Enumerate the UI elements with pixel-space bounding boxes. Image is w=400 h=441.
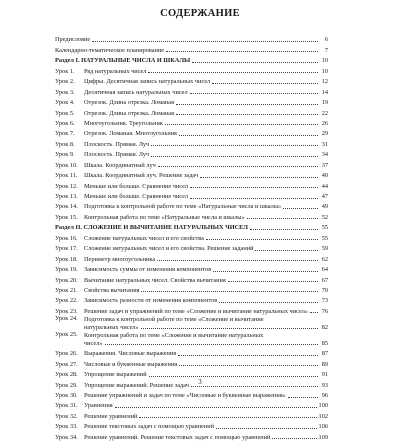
- page-ref: 47: [321, 193, 328, 200]
- leader-dots: [149, 371, 318, 377]
- lesson-number: Урок 2.: [55, 78, 75, 86]
- lesson-number: Урок 14.: [55, 203, 78, 211]
- entry-title: Решение текстовых задач с помощью уравнений: [84, 423, 214, 431]
- leader-dots: [92, 36, 318, 42]
- toc-entry: [55, 96, 328, 106]
- page-ref: 55: [321, 224, 328, 232]
- entry-title: Шкала. Координатный луч. Решение задач: [84, 172, 199, 180]
- toc-entry: [55, 357, 328, 367]
- leader-dots: [283, 203, 318, 209]
- toc-entry: [55, 294, 328, 304]
- lesson-number: Урок 23.: [55, 307, 78, 315]
- entry-title: Числовые и буквенные выражения: [84, 360, 178, 368]
- page-ref: 82: [321, 323, 328, 331]
- toc-entry: [55, 273, 328, 283]
- toc-entry: [55, 331, 328, 347]
- page-ref: 91: [321, 371, 328, 379]
- lesson-number: Урок 27.: [55, 360, 78, 368]
- page-ref: 7: [324, 46, 328, 54]
- page-ref: 109: [318, 433, 328, 441]
- entry-title: Раздел II. СЛОЖЕНИЕ И ВЫЧИТАНИЕ НАТУРАЛЬНЫХ ЧИСЕЛ: [55, 224, 248, 232]
- page-ref: 10: [321, 57, 328, 65]
- lesson-number: Урок 32.: [55, 412, 78, 420]
- entry-title-line2: чисел»: [84, 339, 103, 347]
- entry-title: Меньше или больше. Сравнение чисел: [84, 182, 189, 190]
- leader-dots: [272, 433, 316, 439]
- entry-title: Ряд натуральных чисел: [84, 67, 147, 75]
- toc-entry: [55, 263, 328, 273]
- page-ref: 55: [321, 234, 328, 242]
- leader-dots: [250, 224, 318, 230]
- page-ref: 76: [321, 307, 328, 315]
- lesson-number: Урок 6.: [55, 119, 75, 127]
- page-ref: 12: [321, 78, 328, 86]
- entry-title: Периметр многоугольника: [84, 255, 156, 263]
- page-ref: 89: [321, 360, 328, 368]
- entry-title: Решение уравнений. Решение текстовых задач с помощью уравнений: [84, 433, 271, 441]
- toc-entry: [55, 179, 328, 189]
- entry-title: Зависимость суммы от изменения компонентов: [84, 266, 212, 274]
- entry-title: Плоскость. Прямая. Луч: [84, 140, 150, 148]
- lesson-number: Урок 29.: [55, 381, 78, 389]
- lesson-number: Урок 10.: [55, 161, 78, 169]
- page-ref: 100: [318, 402, 328, 410]
- toc-entry: [55, 315, 328, 331]
- toc-entry: [55, 284, 328, 294]
- page-ref: 64: [321, 266, 328, 274]
- entry-title: Контрольная работа по теме «Натуральные числа и шкалы»: [84, 213, 245, 221]
- entry-title-line1: Подготовка к контрольной работе по теме «Сложение и вычитание: [84, 316, 264, 324]
- lesson-number: Урок 5.: [55, 109, 75, 117]
- leader-dots: [139, 412, 316, 418]
- entry-title-line2-row: [84, 339, 328, 347]
- toc-entry: [55, 75, 328, 85]
- lesson-number: Урок 18.: [55, 255, 78, 263]
- leader-dots: [288, 392, 318, 398]
- entry-title: Свойства вычитания: [84, 286, 140, 294]
- page-ref: 52: [321, 213, 328, 221]
- page-ref: 6: [324, 36, 328, 44]
- leader-dots: [255, 245, 318, 251]
- leader-dots: [176, 109, 318, 115]
- leader-dots: [166, 46, 318, 52]
- page-ref: 19: [321, 99, 328, 107]
- leader-dots: [141, 323, 318, 329]
- entry-title-line2-row: [84, 323, 328, 331]
- entry-title: Отрезок. Длина отрезка. Ломаная: [84, 99, 174, 107]
- toc-entry: [55, 252, 328, 262]
- page-ref: 44: [321, 182, 328, 190]
- lesson-number: Урок 8.: [55, 140, 75, 148]
- leader-dots: [200, 172, 318, 178]
- lesson-number: Урок 24.: [55, 314, 78, 322]
- page-ref: 26: [321, 119, 328, 127]
- page-ref: 37: [321, 161, 328, 169]
- leader-dots: [179, 360, 318, 366]
- entry-title: Решение упражнений и задач по теме «Числовые и буквенные выражения»: [84, 392, 286, 399]
- lesson-number: Урок 34.: [55, 433, 78, 441]
- lesson-number: Урок 1.: [55, 67, 75, 75]
- leader-dots: [247, 213, 318, 219]
- lesson-number: Урок 33.: [55, 423, 78, 431]
- toc-entry: [55, 33, 328, 43]
- entry-title-line2: натуральных чисел»: [84, 323, 139, 331]
- page-ref: 22: [321, 109, 328, 117]
- entry-title: Многоугольник. Треугольник: [84, 119, 163, 127]
- page-ref: 93: [321, 381, 328, 389]
- leader-dots: [192, 57, 318, 63]
- entry-title: Решение уравнений: [84, 412, 138, 420]
- lesson-number: Урок 25.: [55, 330, 78, 338]
- leader-dots: [151, 151, 318, 157]
- entry-title: Сложение натуральных чисел и его свойства. Решение заданий: [84, 245, 254, 253]
- entry-title: Меньше или больше. Сравнение чисел: [84, 193, 189, 200]
- entry-title: Уравнения: [84, 402, 113, 410]
- entry-title: Предисловие: [55, 36, 91, 44]
- toc-entry: [55, 409, 328, 419]
- entry-title: Сложение натуральных чисел и его свойства: [84, 234, 204, 242]
- leader-dots: [148, 67, 318, 73]
- toc-entry: [55, 106, 328, 116]
- leader-dots: [213, 266, 318, 272]
- leader-dots: [219, 297, 318, 303]
- page-ref: 96: [321, 392, 328, 399]
- page-ref: 106: [318, 423, 328, 431]
- lesson-number: Урок 7.: [55, 130, 75, 138]
- leader-dots: [179, 130, 318, 136]
- lesson-number: Урок 19.: [55, 266, 78, 274]
- toc-entry: [55, 127, 328, 137]
- entry-title: Десятичная запись натуральных чисел: [84, 88, 188, 96]
- entry-title: Зависимость разности от изменения компонентов: [84, 297, 218, 305]
- leader-dots: [228, 276, 318, 282]
- toc-entry: [55, 420, 328, 430]
- page-ref: 102: [318, 412, 328, 420]
- leader-dots: [190, 88, 318, 94]
- lesson-number: Урок 26.: [55, 350, 78, 358]
- toc-entry: [55, 85, 328, 95]
- leader-dots: [178, 350, 318, 356]
- lesson-number: Урок 22.: [55, 297, 78, 305]
- entry-title: Цифры. Десятичная запись натуральных чисел: [84, 78, 211, 86]
- page-ref: 14: [321, 88, 328, 96]
- lesson-number: Урок 4.: [55, 99, 75, 107]
- entry-title: Отрезок. Ломаная. Многоугольник: [84, 130, 178, 138]
- lesson-number: Урок 31.: [55, 402, 78, 410]
- page-number: 3: [198, 378, 202, 386]
- leader-dots: [216, 423, 317, 429]
- lesson-number: Урок 15.: [55, 213, 78, 221]
- toc-entry: [55, 117, 328, 127]
- entry-title: Плоскость. Прямая. Луч: [84, 151, 150, 159]
- entry-title: Упрощение выражений: [84, 371, 147, 379]
- entry-title-wrap: [84, 332, 328, 347]
- toc-section-heading: [55, 54, 328, 64]
- leader-dots: [151, 140, 318, 146]
- toc-entry: [55, 148, 328, 158]
- toc-entry: [55, 231, 328, 241]
- toc-entry: [55, 399, 328, 409]
- page-ref: 29: [321, 130, 328, 138]
- leader-dots: [105, 339, 319, 345]
- leader-dots: [157, 255, 318, 261]
- toc-entry: [55, 43, 328, 53]
- page-ref: 31: [321, 140, 328, 148]
- entry-title: Раздел I. НАТУРАЛЬНЫЕ ЧИСЛА И ШКАЛЫ: [55, 57, 191, 65]
- toc-entry: [55, 64, 328, 74]
- toc-entry: [55, 389, 328, 399]
- leader-dots: [141, 286, 318, 292]
- entry-title-wrap: [84, 316, 328, 331]
- toc-entry: [55, 430, 328, 440]
- page-ref: 87: [321, 350, 328, 358]
- entry-title: Упрощение выражений. Решение задач: [84, 381, 189, 389]
- lesson-number: Урок 9.: [55, 151, 75, 159]
- entry-title: Подготовка к контрольной работе по теме «Натуральные числа и шкалы»: [84, 203, 282, 211]
- leader-dots: [115, 402, 317, 408]
- page-ref: 40: [321, 172, 328, 180]
- page-ref: 59: [321, 245, 328, 253]
- leader-dots: [190, 182, 318, 188]
- page-ref: 10: [321, 67, 328, 75]
- entry-title: Шкала. Координатный луч: [84, 161, 156, 169]
- toc-entry: [55, 304, 328, 314]
- lesson-number: Урок 28.: [55, 371, 78, 379]
- page-ref: 85: [321, 339, 328, 347]
- lesson-number: Урок 13.: [55, 193, 78, 200]
- page-ref: 62: [321, 255, 328, 263]
- entry-title-line1: Контрольная работа по теме «Сложение и вычитание натуральных: [84, 332, 264, 340]
- lesson-number: Урок 3.: [55, 88, 75, 96]
- lesson-number: Урок 11.: [55, 172, 78, 180]
- page-ref: 49: [321, 203, 328, 211]
- entry-title: Выражения. Числовые выражения: [84, 350, 177, 358]
- entry-title: Отрезок. Длина отрезка. Ломаная: [84, 109, 174, 117]
- toc-entry: [55, 158, 328, 168]
- leader-dots: [176, 99, 318, 105]
- toc-entry: [55, 242, 328, 252]
- lesson-number: Урок 16.: [55, 234, 78, 242]
- leader-dots: [158, 161, 318, 167]
- lesson-number: Урок 21.: [55, 286, 78, 294]
- toc-entry: [55, 190, 328, 200]
- entry-title: Вычитание натуральных чисел. Свойства вычитания: [84, 276, 226, 284]
- toc-entry: [55, 368, 328, 378]
- entry-title: Решение задач и упражнений по теме «Сложение и вычитание натуральных чисел»: [84, 307, 309, 315]
- page-title: СОДЕРЖАНИЕ: [160, 8, 240, 19]
- leader-dots: [190, 193, 318, 199]
- toc-entry: [55, 169, 328, 179]
- entry-title: Календарно-тематическое планирование: [55, 46, 165, 54]
- toc-entry: [55, 347, 328, 357]
- lesson-number: Урок 17.: [55, 245, 78, 253]
- leader-dots: [310, 307, 318, 313]
- toc-entry: [55, 210, 328, 220]
- toc-section-heading: [55, 221, 328, 231]
- leader-dots: [212, 78, 318, 84]
- toc-entry: [55, 200, 328, 210]
- page-ref: 34: [321, 151, 328, 159]
- lesson-number: Урок 12.: [55, 182, 78, 190]
- toc-entry: [55, 137, 328, 147]
- lesson-number: Урок 30.: [55, 392, 78, 399]
- page-ref: 73: [321, 297, 328, 305]
- lesson-number: Урок 20.: [55, 276, 78, 284]
- leader-dots: [165, 119, 318, 125]
- page-ref: 67: [321, 276, 328, 284]
- leader-dots: [206, 234, 318, 240]
- page-ref: 70: [321, 286, 328, 294]
